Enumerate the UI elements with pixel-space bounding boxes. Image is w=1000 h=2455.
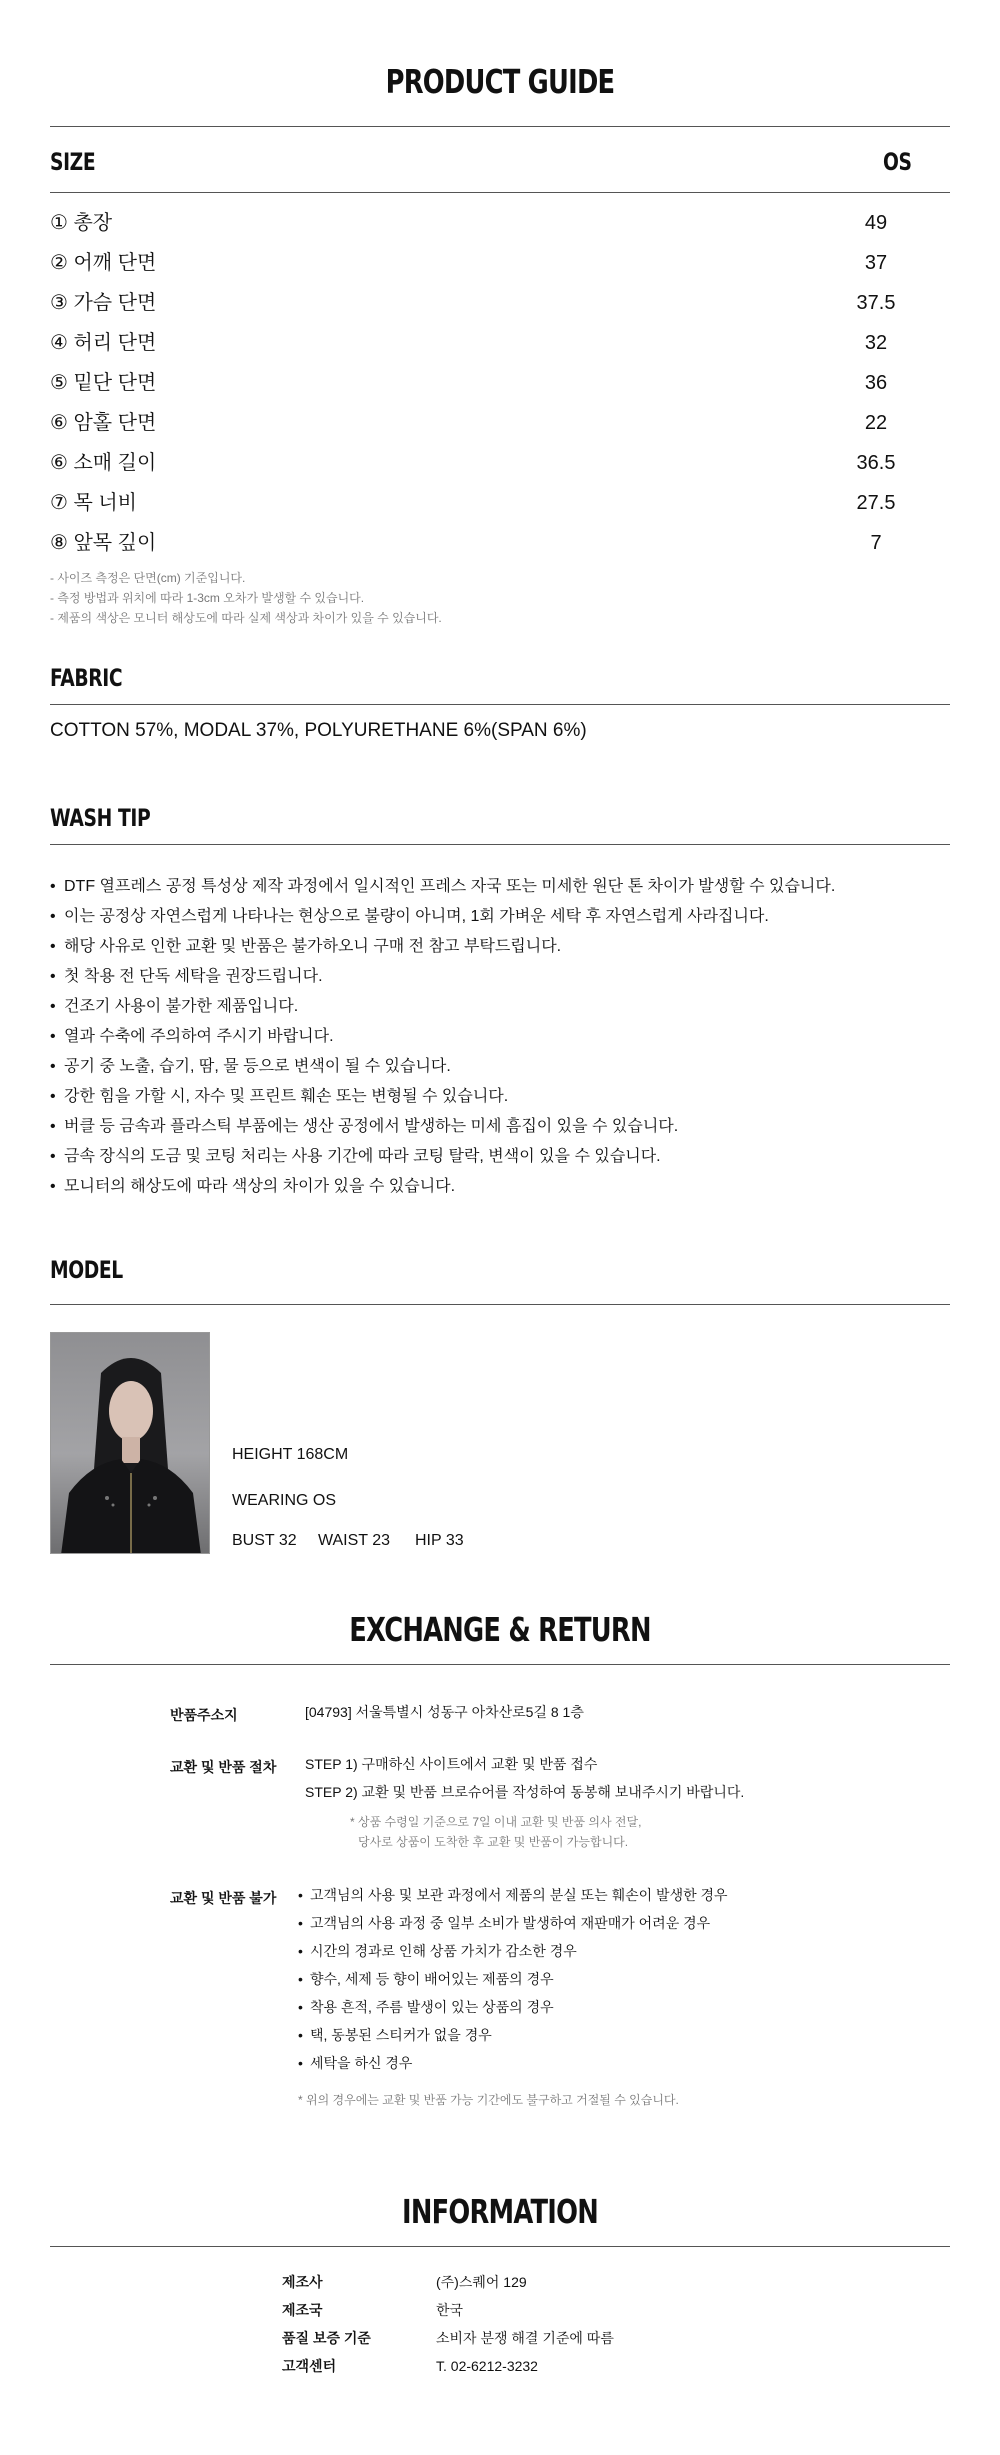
wash-tip-list — [50, 872, 835, 1202]
size-label: ④ 허리 단면 — [50, 332, 157, 354]
size-value: 36 — [864, 372, 888, 394]
divider — [50, 192, 950, 193]
product-guide-title: PRODUCT GUIDE — [385, 62, 615, 101]
size-value: 37 — [864, 252, 888, 274]
model-waist: WAIST 23 — [318, 1532, 391, 1549]
list-item: • 버클 등 금속과 플라스틱 부품에는 생산 공정에서 발생하는 미세 흠집이 있을 수 있습니다. — [50, 1112, 835, 1142]
size-label: ⑥ 소매 길이 — [50, 452, 157, 474]
divider — [50, 844, 950, 845]
list-item: • 이는 공정상 자연스럽게 나타나는 현상으로 불량이 아니며, 1회 가벼운 세탁 후 자연스럽게 사라집니다. — [50, 902, 835, 932]
size-value: 32 — [864, 332, 888, 354]
model-wearing: WEARING OS — [232, 1492, 337, 1509]
size-header: SIZE — [50, 148, 96, 176]
divider — [50, 2246, 950, 2247]
divider — [50, 1664, 950, 1665]
size-row — [50, 403, 950, 443]
divider — [50, 126, 950, 127]
model-photo — [50, 1332, 210, 1554]
process-label: 교환 및 반품 절차 — [170, 1759, 277, 1775]
list-item: • 공기 중 노출, 습기, 땀, 물 등으로 변색이 될 수 있습니다. — [50, 1052, 835, 1082]
size-label: ⑧ 앞목 깊이 — [50, 532, 157, 554]
model-figure-icon — [51, 1333, 210, 1554]
size-value: 22 — [864, 412, 888, 434]
size-label: ① 총장 — [50, 212, 113, 234]
process-steps — [305, 1750, 744, 1806]
size-value: 7 — [870, 532, 882, 554]
list-item: • 택, 동봉된 스티커가 없을 경우 — [298, 2021, 728, 2049]
list-item: • 고객님의 사용 및 보관 과정에서 제품의 분실 또는 훼손이 발생한 경우 — [298, 1881, 728, 1909]
list-item: • 해당 사유로 인한 교환 및 반품은 불가하오니 구매 전 참고 부탁드립니다. — [50, 932, 835, 962]
information-title: INFORMATION — [402, 2192, 598, 2231]
list-item: • 건조기 사용이 불가한 제품입니다. — [50, 992, 835, 1022]
list-item: • 금속 장식의 도금 및 코팅 처리는 사용 기간에 따라 코팅 탈락, 변색이 있을 수 있습니다. — [50, 1142, 835, 1172]
step-1: STEP 1) 구매하신 사이트에서 교환 및 반품 접수 — [305, 1756, 598, 1772]
model-header: MODEL — [50, 1256, 123, 1284]
fabric-text: COTTON 57%, MODAL 37%, POLYURETHANE 6%(SPAN 6%) — [50, 720, 587, 741]
size-label: ⑤ 밑단 단면 — [50, 372, 157, 394]
unavailable-list — [298, 1881, 728, 2077]
list-item: • 향수, 세제 등 향이 배어있는 제품의 경우 — [298, 1965, 728, 1993]
size-value: 27.5 — [856, 492, 896, 514]
unavailable-note: * 위의 경우에는 교환 및 반품 가능 기간에도 불구하고 거절될 수 있습니다. — [298, 2093, 679, 2107]
size-row — [50, 523, 950, 563]
model-bust: BUST 32 — [232, 1532, 297, 1549]
model-hip: HIP 33 — [415, 1532, 464, 1549]
exchange-title: EXCHANGE & RETURN — [349, 1610, 651, 1649]
list-item: • 모니터의 해상도에 따라 색상의 차이가 있을 수 있습니다. — [50, 1172, 835, 1202]
size-label: ⑦ 목 너비 — [50, 492, 138, 514]
size-value: 36.5 — [856, 452, 896, 474]
divider — [50, 1304, 950, 1305]
size-row — [50, 283, 950, 323]
process-note: * 상품 수령일 기준으로 7일 이내 교환 및 반품 의사 전달, 당사로 상품이 도착한 후 교환 및 반품이 가능합니다. — [350, 1815, 642, 1849]
size-value: 37.5 — [856, 292, 896, 314]
size-note: - 사이즈 측정은 단면(cm) 기준입니다. - 측정 방법과 위치에 따라 1-3cm 오차가 발생할 수 있습니다. - 제품의 색상은 모니터 해상도에 따라 실제 색상과 차이가 있을 수 있습니다. — [50, 571, 442, 625]
size-row — [50, 483, 950, 523]
list-item: • 착용 흔적, 주름 발생이 있는 상품의 경우 — [298, 1993, 728, 2021]
unavailable-label: 교환 및 반품 불가 — [170, 1890, 277, 1906]
size-label: ③ 가슴 단면 — [50, 292, 157, 314]
size-column-header: OS — [883, 148, 912, 176]
fabric-header: FABRIC — [50, 664, 123, 692]
list-item: • 열과 수축에 주의하여 주시기 바랍니다. — [50, 1022, 835, 1052]
size-row — [50, 363, 950, 403]
address-label: 반품주소지 — [170, 1707, 238, 1723]
list-item: • 시간의 경과로 인해 상품 가치가 감소한 경우 — [298, 1937, 728, 1965]
size-row — [50, 323, 950, 363]
model-height: HEIGHT 168CM — [232, 1446, 349, 1463]
step-2: STEP 2) 교환 및 반품 브로슈어를 작성하여 동봉해 보내주시기 바랍니다. — [305, 1784, 745, 1800]
size-row — [50, 243, 950, 283]
wash-tip-header: WASH TIP — [50, 804, 151, 832]
list-item: • 첫 착용 전 단독 세탁을 권장드립니다. — [50, 962, 835, 992]
size-label: ② 어깨 단면 — [50, 252, 157, 274]
size-value: 49 — [864, 212, 888, 234]
divider — [50, 704, 950, 705]
return-address: [04793] 서울특별시 성동구 아차산로5길 8 1층 — [305, 1704, 584, 1720]
size-row — [50, 203, 950, 243]
size-row — [50, 443, 950, 483]
list-item: • 세탁을 하신 경우 — [298, 2049, 728, 2077]
list-item: • DTF 열프레스 공정 특성상 제작 과정에서 일시적인 프레스 자국 또는 미세한 원단 톤 차이가 발생할 수 있습니다. — [50, 872, 835, 902]
list-item: • 고객님의 사용 과정 중 일부 소비가 발생하여 재판매가 어려운 경우 — [298, 1909, 728, 1937]
list-item: • 강한 힘을 가할 시, 자수 및 프린트 훼손 또는 변형될 수 있습니다. — [50, 1082, 835, 1112]
size-label: ⑥ 암홀 단면 — [50, 412, 157, 434]
